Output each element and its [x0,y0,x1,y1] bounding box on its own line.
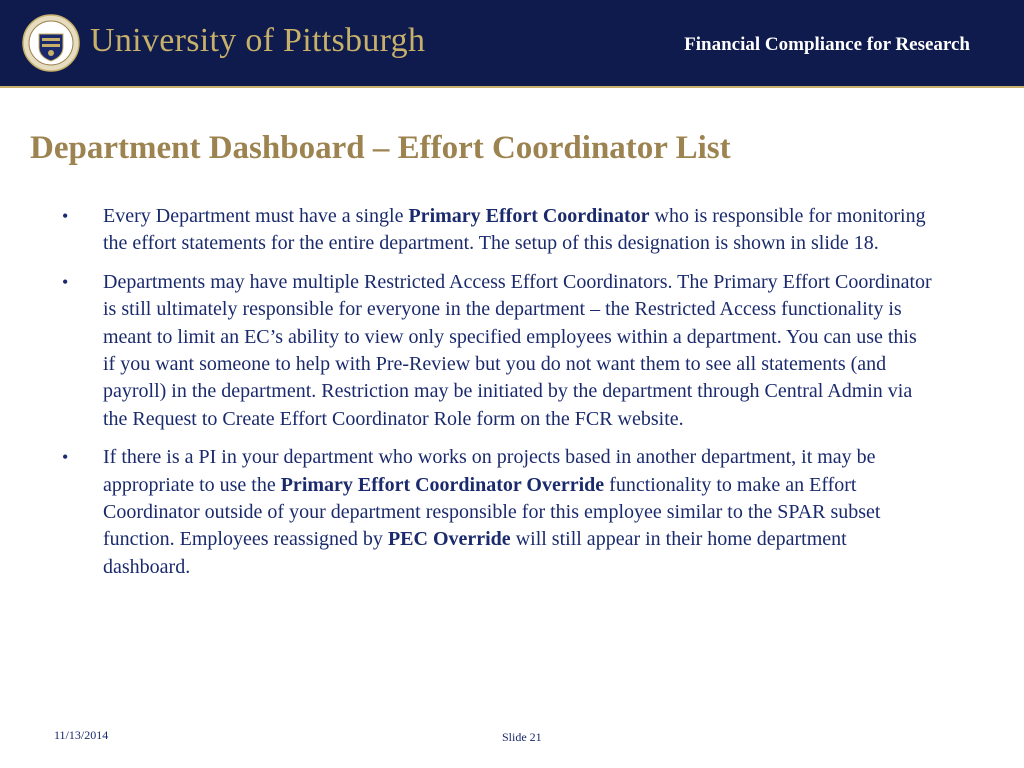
bullet-emphasis: PEC Override [387,528,511,551]
header-band [0,0,1024,88]
header-program-title: Financial Compliance for Research [684,34,970,55]
bullet-dot: • [62,447,69,468]
bullet-item [62,203,932,258]
bullet-text: If there is a PI in your department who works on projects based in another department, it may be appropriate to use the [103,446,876,496]
bullet-text: Departments may have multiple Restricted Access Effort Coordinators. The Primary Effort Coordinator is still ultimately responsible for everyone in the department – the Restricted Access functionality is meant to limit an EC’s ability to view only specified employees within a department. You can use this if you want someone to help with Pre-Review but you do not want them to see all statements (and payroll) in the department. Restriction may be initiated by the department through Central Admin via the Request to Create Effort Coordinator Role form on the FCR website. [103,270,932,430]
bullet-item [62,269,932,433]
university-seal-icon [22,14,80,72]
bullet-dot: • [62,271,69,292]
bullet-list [62,203,932,592]
bullet-emphasis: Primary Effort Coordinator Override [280,473,605,496]
bullet-text: who is responsible for monitoring the effort statements for the entire department. The setup of this designation is shown in slide 18. [103,205,926,255]
university-name: University of Pittsburgh [90,22,426,59]
bullet-item [62,444,932,581]
slide-title: Department Dashboard – Effort Coordinator List [30,130,731,166]
bullet-text: functionality to make an Effort Coordinator outside of your department responsible for this employee similar to the SPAR subset function. Employees reassigned by [103,473,881,551]
bullet-text: will still appear in their home department dashboard. [103,528,847,578]
bullet-emphasis: Primary Effort Coordinator [408,205,650,227]
footer-date: 11/13/2014 [54,728,109,742]
footer-slide-number: Slide 21 [502,730,542,744]
bullet-text: Every Department must have a single [103,205,409,227]
bullet-dot: • [62,206,69,226]
